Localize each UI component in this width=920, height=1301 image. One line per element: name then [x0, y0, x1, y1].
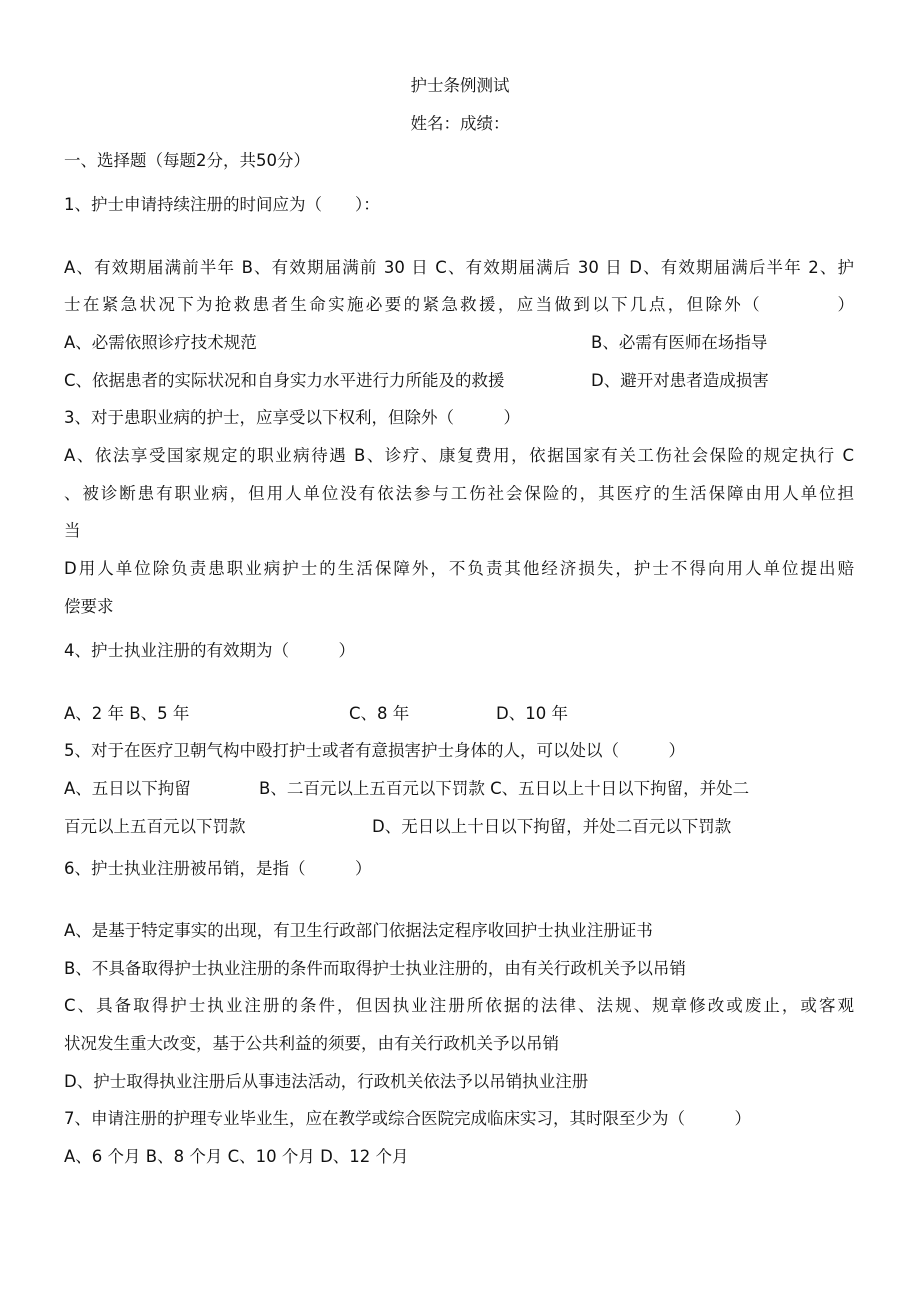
- question-5-stem: 5、对于在医疗卫朝气构中殴打护士或者有意损害护士身体的人，可以处以（ ）: [64, 741, 685, 760]
- question-6-option-c-line-1: C、具备取得护士执业注册的条件，但因执业注册所依据的法律、法规、规章修改或废止，或客观: [64, 996, 854, 1015]
- question-7-options: A、6 个月 B、8 个月 C、10 个月 D、12 个月: [64, 1147, 409, 1166]
- question-2-option-a: A、必需依照诊疗技术规范: [64, 333, 257, 352]
- question-6-option-b: B、不具备取得护士执业注册的条件而取得护士执业注册的，由有关行政机关予以吊销: [64, 959, 686, 978]
- question-4-option-ab: A、2 年 B、5 年: [64, 704, 190, 723]
- section-heading: 一、选择题（每题2分，共50分）: [64, 151, 310, 170]
- question-1-stem: 1、护士申请持续注册的时间应为（ ）：: [64, 195, 380, 214]
- question-7-stem: 7、申请注册的护理专业毕业生，应在教学或综合医院完成临床实习，其时限至少为（ ）: [64, 1109, 751, 1128]
- question-4-stem: 4、护士执业注册的有效期为（ ）: [64, 641, 355, 660]
- question-2-option-b: B、必需有医师在场指导: [591, 333, 768, 352]
- question-5-option-a: A、五日以下拘留: [64, 779, 191, 798]
- question-3-line-3: 当: [64, 521, 81, 540]
- question-3-line-1: A、依法享受国家规定的职业病待遇 B、诊疗、康复费用，依据国家有关工伤社会保险的规定执行 C: [64, 446, 854, 465]
- question-3-line-2: 、被诊断患有职业病，但用人单位没有依法参与工伤社会保险的，其医疗的生活保障由用人单位担: [64, 484, 854, 503]
- question-4-option-d: D、10 年: [496, 704, 568, 723]
- question-2-option-d: D、避开对患者造成损害: [591, 371, 769, 390]
- question-2-stem: 士在紧急状况下为抢救患者生命实施必要的紧急救援，应当做到以下几点，但除外（ ）: [64, 295, 854, 314]
- question-3-line-5: 偿要求: [64, 597, 114, 616]
- question-5-option-c-cont: 百元以上五百元以下罚款: [64, 817, 246, 836]
- question-6-option-c-line-2: 状况发生重大改变，基于公共利益的须要，由有关行政机关予以吊销: [64, 1034, 559, 1053]
- question-6-option-a: A、是基于特定事实的出现，有卫生行政部门依据法定程序收回护士执业注册证书: [64, 921, 653, 940]
- question-3-stem: 3、对于患职业病的护士，应享受以下权利，但除外（ ）: [64, 408, 520, 427]
- document-title: 护士条例测试: [410, 76, 510, 95]
- question-5-option-d: D、无日以上十日以下拘留，并处二百元以下罚款: [372, 817, 732, 836]
- name-score-line: 姓名：成绩：: [410, 114, 510, 133]
- question-2-option-c: C、依据患者的实际状况和自身实力水平进行力所能及的救援: [64, 371, 505, 390]
- question-6-stem: 6、护士执业注册被吊销，是指（ ）: [64, 859, 372, 878]
- question-3-line-4: D用人单位除负责患职业病护士的生活保障外，不负责其他经济损失，护士不得向用人单位提出赔: [64, 559, 854, 578]
- question-5-option-bc: B、二百元以上五百元以下罚款 C、五日以上十日以下拘留，并处二: [259, 779, 750, 798]
- question-1-options: A、有效期届满前半年 B、有效期届满前 30 日 C、有效期届满后 30 日 D、有效期届满后半年 2、护: [64, 258, 854, 277]
- question-6-option-d: D、护士取得执业注册后从事违法活动，行政机关依法予以吊销执业注册: [64, 1072, 589, 1091]
- question-4-option-c: C、8 年: [349, 704, 410, 723]
